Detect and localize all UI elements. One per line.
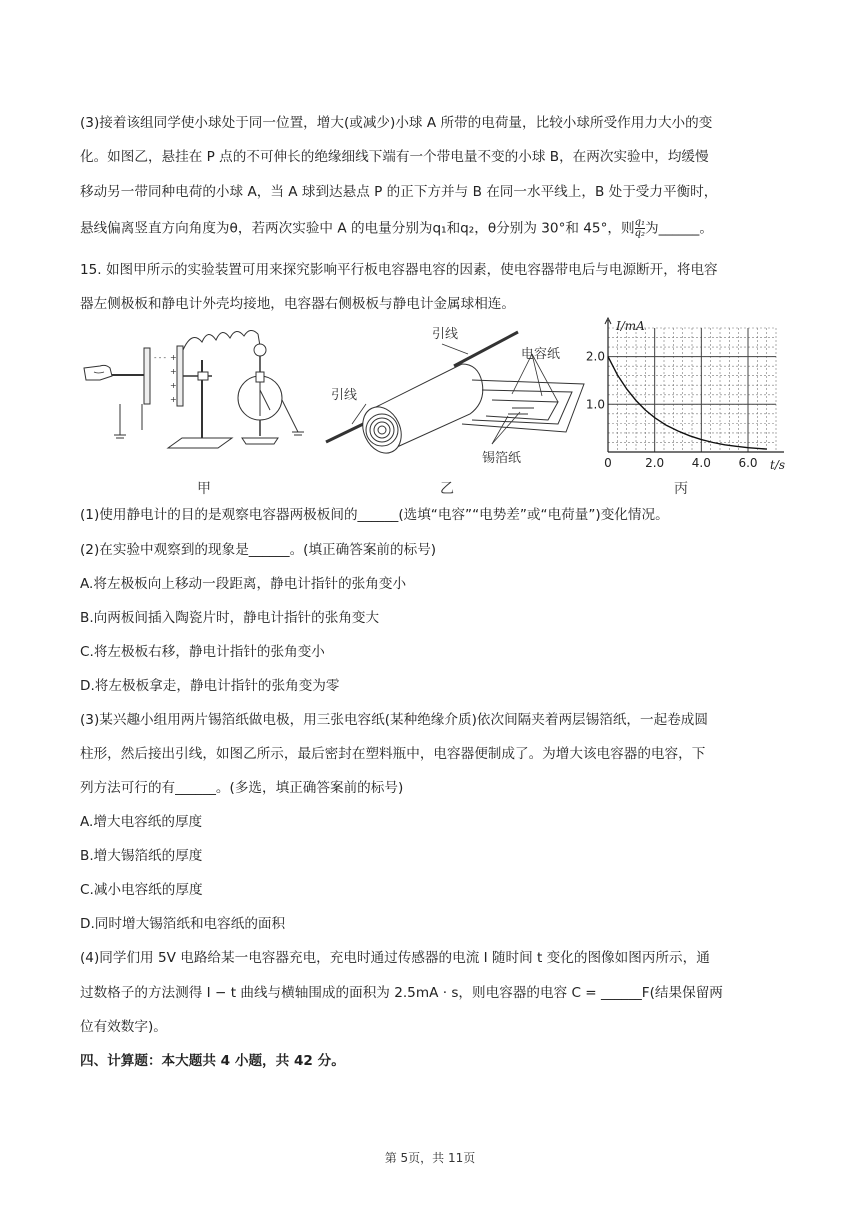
- x-tick-label: 6.0: [738, 456, 758, 470]
- label-xibozhi: 锡箔纸: [482, 451, 522, 466]
- label-dianrongzhi: 电容纸: [521, 347, 561, 362]
- option-a3: A.增大电容纸的厚度: [80, 814, 203, 830]
- option-d3: D.同时增大锡箔纸和电容纸的面积: [80, 916, 286, 932]
- option-b: B.向两板间插入陶瓷片时，静电计指针的张角变大: [80, 610, 380, 626]
- svg-text:+: +: [170, 395, 177, 404]
- svg-text:+: +: [170, 367, 177, 376]
- option-b3: B.增大锡箔纸的厚度: [80, 848, 203, 864]
- sub-3-line-1: (3)某兴趣小组用两片锡箔纸做电极，用三张电容纸(某种绝缘介质)依次间隔夹着两层锡箔纸，一起卷成圆: [80, 712, 708, 728]
- caption-jia: 甲: [197, 481, 211, 497]
- sub-4-line-2: 过数格子的方法测得 I − t 曲线与横轴围成的面积为 2.5mA · s，则电容器的电容 C = ______F(结果保留两: [80, 985, 723, 1001]
- sub-3-line-2: 柱形，然后接出引线，如图乙所示，最后密封在塑料瓶中，电容器便制成了。为增大该电容器的电容，下: [80, 746, 706, 762]
- q14-line-4: [80, 218, 792, 239]
- svg-text:+: +: [170, 353, 177, 362]
- option-d: D.将左极板拿走，静电计指针的张角变为零: [80, 678, 340, 694]
- svg-text:- - -: - - -: [154, 354, 167, 362]
- x-tick-label: 2.0: [645, 456, 665, 470]
- x-tick-label: 4.0: [691, 456, 711, 470]
- x-tick-label: 0: [604, 456, 612, 470]
- sub-4-line-3: 位有效数字)。: [80, 1019, 167, 1035]
- frac-numerator: q₁: [634, 217, 645, 228]
- y-tick-label: 1.0: [585, 397, 605, 412]
- label-yinxian-left: 引线: [331, 388, 358, 403]
- option-a: A.将左极板向上移动一段距离，静电计指针的张角变小: [80, 576, 407, 592]
- q15-line-1: 15. 如图甲所示的实验装置可用来探究影响平行板电容器电容的因素，使电容器带电后与电源断开，将电容: [80, 262, 718, 278]
- sub-1: (1)使用静电计的目的是观察电容器两极板间的______(选填“电容”“电势差”或“电荷量”)变化情况。: [80, 507, 669, 523]
- q14-line-4b: 为______。: [644, 220, 713, 237]
- page-footer: 第 5页，共 11页: [384, 1151, 476, 1165]
- caption-bing: 丙: [674, 481, 688, 497]
- q14-line-3: 移动另一带同种电荷的小球 A，当 A 球到达悬点 P 的正下方并与 B 在同一水平线上，B 处于受力平衡时，: [80, 184, 718, 200]
- q14-line-1: (3)接着该组同学使小球处于同一位置，增大(或减少)小球 A 所带的电荷量，比较小球所受作用力大小的变: [80, 115, 713, 131]
- sub-4-line-1: (4)同学们用 5V 电路给某一电容器充电，充电时通过传感器的电流 I 随时间 t 变化的图像如图丙所示，通: [80, 950, 710, 966]
- figure-jia-electrometer: [82, 320, 322, 460]
- y-axis-label: I/mA: [616, 319, 645, 333]
- label-yinxian-top: 引线: [432, 327, 459, 342]
- frac-denominator: q₂: [634, 228, 645, 239]
- option-c: C.将左极板右移，静电计指针的张角变小: [80, 644, 325, 660]
- y-tick-label: 2.0: [585, 349, 605, 364]
- q-ratio-fraction: [635, 218, 645, 239]
- sub-3-line-3: 列方法可行的有______。(多选，填正确答案前的标号): [80, 780, 404, 796]
- x-axis-label: t/s: [770, 458, 786, 472]
- q14-line-4a: 悬线偏离竖直方向角度为θ，若两次实验中 A 的电量分别为q₁和q₂，θ分别为 30°和 45°，则: [80, 220, 635, 237]
- q15-line-2: 器左侧极板和静电计外壳均接地，电容器右侧极板与静电计金属球相连。: [80, 296, 515, 312]
- svg-text:+: +: [170, 381, 177, 390]
- figure-bing-current-chart: [585, 316, 790, 474]
- caption-yi: 乙: [440, 481, 454, 497]
- current-decay-curve: [608, 357, 767, 450]
- q14-line-2: 化。如图乙，悬挂在 P 点的不可伸长的绝缘细线下端有一个带电量不变的小球 B，在两次实验中，均缓慢: [80, 149, 709, 165]
- sub-2: (2)在实验中观察到的现象是______。(填正确答案前的标号): [80, 542, 437, 558]
- option-c3: C.减小电容纸的厚度: [80, 882, 203, 898]
- section-4-heading: 四、计算题：本大题共 4 小题，共 42 分。: [80, 1053, 345, 1069]
